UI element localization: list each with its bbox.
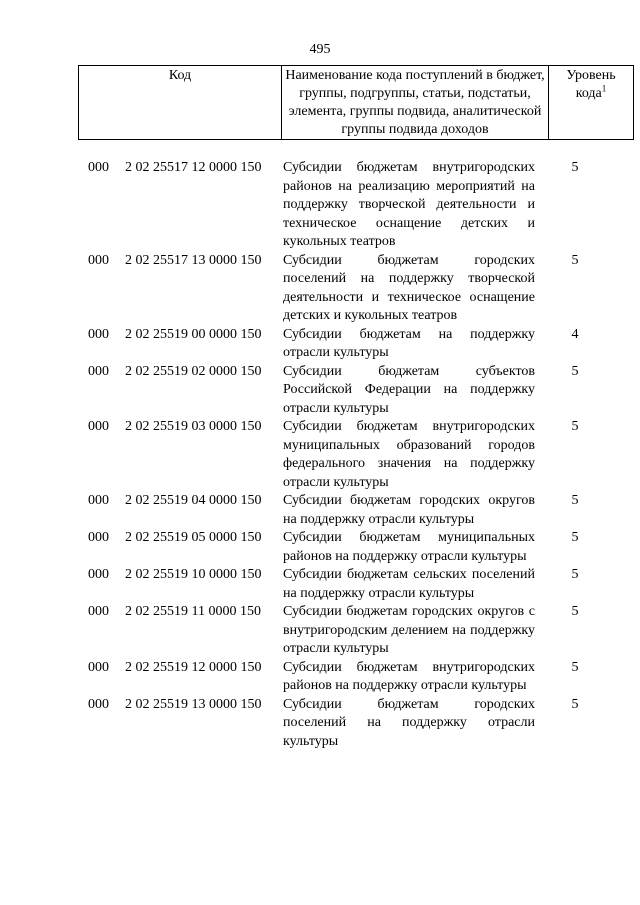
code-level: 5 <box>571 419 579 434</box>
income-name: Субсидии бюджетам внутригородских муниципальных образований городов федерального значения на поддержку отрасли культуры <box>283 419 535 490</box>
header-level-label-tail: а <box>595 86 602 101</box>
table-row <box>0 696 640 752</box>
income-code: 2 02 25519 00 0000 150 <box>125 326 262 342</box>
code-level: 5 <box>571 252 579 268</box>
income-code: 2 02 25517 12 0000 150 <box>125 160 262 175</box>
table-row <box>0 566 640 603</box>
income-code: 2 02 25519 12 0000 150 <box>125 659 262 675</box>
code-level: 5 <box>571 160 579 175</box>
income-name: Субсидии бюджетам городских поселений на поддержку отрасли культуры <box>283 696 535 749</box>
page-number: 495 <box>309 42 331 57</box>
income-code: 2 02 25519 10 0000 150 <box>125 567 262 582</box>
code-level: 5 <box>571 696 579 712</box>
income-code: 2 02 25519 11 0000 150 <box>125 604 261 619</box>
admin-code: 000 <box>88 530 109 545</box>
admin-code: 000 <box>88 567 109 582</box>
admin-code: 000 <box>88 493 109 508</box>
admin-code: 000 <box>88 363 109 379</box>
income-name: Субсидии бюджетам сельских поселений на поддержку отрасли культуры <box>283 567 535 601</box>
table-row <box>0 603 640 659</box>
income-code: 2 02 25519 05 0000 150 <box>125 530 262 545</box>
table-row <box>0 326 640 363</box>
table-row <box>0 418 640 492</box>
admin-code: 000 <box>88 604 109 619</box>
header-code: Код <box>79 66 282 140</box>
admin-code: 000 <box>88 326 109 342</box>
table-row <box>0 659 640 696</box>
header-level-footnote: 1 <box>601 83 607 94</box>
income-code: 2 02 25519 02 0000 150 <box>125 363 262 379</box>
code-level: 5 <box>571 363 579 379</box>
code-level: 4 <box>571 326 579 342</box>
income-code: 2 02 25517 13 0000 150 <box>125 252 262 268</box>
code-level: 5 <box>571 530 579 545</box>
income-code: 2 02 25519 04 0000 150 <box>125 493 262 508</box>
income-codes-list <box>0 159 640 751</box>
admin-code: 000 <box>88 696 109 712</box>
income-name: Субсидии бюджетам городских округов с внутригородским делением на поддержку отрасли культуры <box>283 604 535 656</box>
income-name: Субсидии бюджетам городских округов на поддержку отрасли культуры <box>283 493 535 527</box>
admin-code: 000 <box>88 252 109 268</box>
code-level: 5 <box>571 604 579 619</box>
income-code: 2 02 25519 03 0000 150 <box>125 419 262 434</box>
income-code: 2 02 25519 13 0000 150 <box>125 696 262 712</box>
admin-code: 000 <box>88 659 109 675</box>
code-level: 5 <box>571 659 579 675</box>
admin-code: 000 <box>88 419 109 434</box>
income-name: Субсидии бюджетам на поддержку отрасли культуры <box>283 326 535 360</box>
table-row <box>0 492 640 529</box>
income-name: Субсидии бюджетам субъектов Российской Федерации на поддержку отрасли культуры <box>283 363 535 416</box>
income-name: Субсидии бюджетам внутригородских районов на поддержку отрасли культуры <box>283 659 535 693</box>
table-row <box>0 252 640 326</box>
income-name: Субсидии бюджетам городских поселений на поддержку творческой деятельности и техническое оснащение детских и кукольных театров <box>283 252 535 323</box>
table-row <box>0 363 640 419</box>
code-level: 5 <box>571 567 579 582</box>
header-row <box>79 66 634 140</box>
income-name: Субсидии бюджетам внутригородских районов на реализацию мероприятий на поддержку творческой деятельности и техническое оснащение детских и кукольных театров <box>283 160 535 249</box>
table-row <box>0 159 640 252</box>
header-name: Наименование кода поступлений в бюджет, группы, подгруппы, статьи, подстатьи, элемента, группы подвида, аналитической группы подвида доходов <box>282 66 549 140</box>
income-name: Субсидии бюджетам муниципальных районов на поддержку отрасли культуры <box>283 530 535 564</box>
admin-code: 000 <box>88 160 109 175</box>
column-header-table <box>78 65 634 140</box>
header-level <box>549 66 634 140</box>
table-row <box>0 529 640 566</box>
code-level: 5 <box>571 493 579 508</box>
header-level-label: Уровень код <box>566 68 616 101</box>
